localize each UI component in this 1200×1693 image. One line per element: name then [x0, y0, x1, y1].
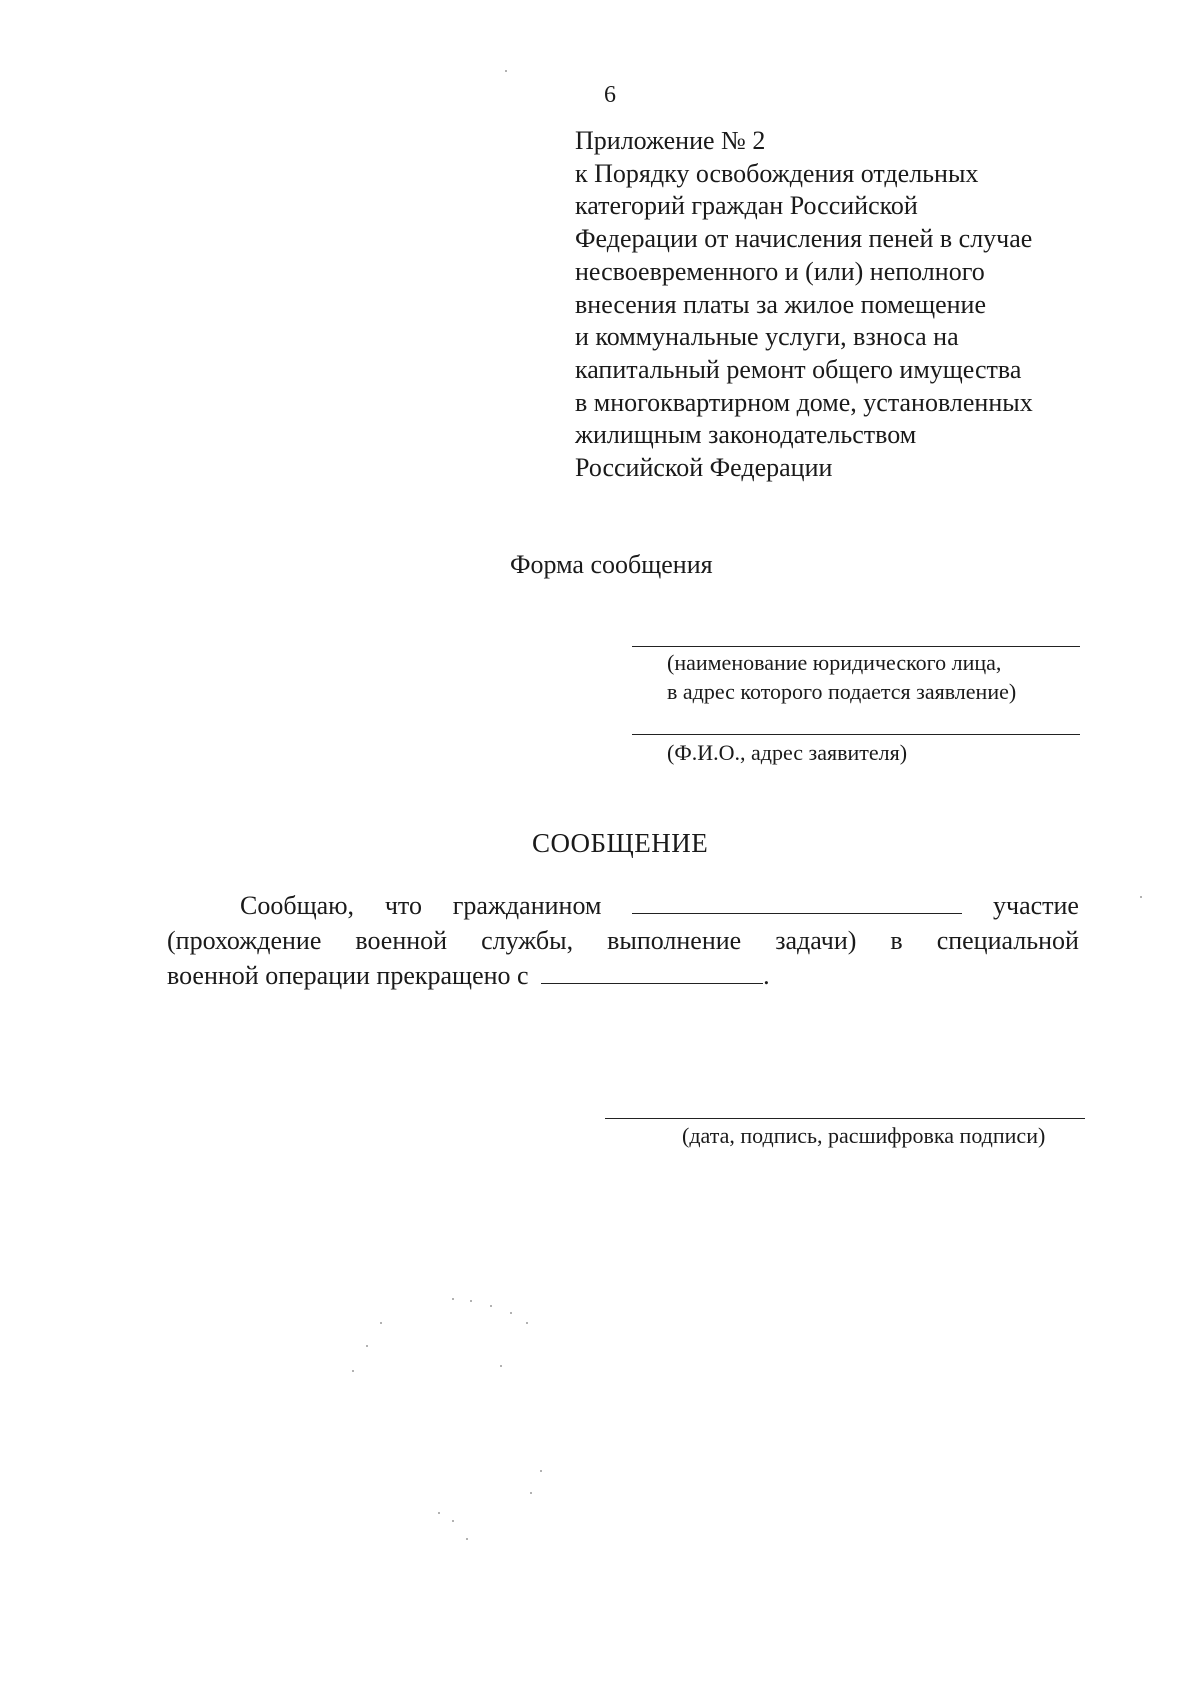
signature-blank-line — [605, 1118, 1085, 1119]
message-text: военной операции прекращено с — [167, 961, 529, 990]
recipient-caption-line2: в адрес которого подается заявление) — [667, 679, 1017, 704]
message-row-1 — [167, 888, 1079, 923]
message-period: . — [763, 961, 770, 990]
appendix-heading — [575, 125, 1095, 485]
message-word: специальной — [936, 926, 1079, 955]
applicant-caption: (Ф.И.О., адрес заявителя) — [667, 740, 908, 765]
message-word: (прохождение — [167, 926, 322, 955]
message-word: задачи) — [775, 926, 857, 955]
appendix-line: жилищным законодательством — [575, 420, 917, 450]
appendix-line: к Порядку освобождения отдельных — [575, 158, 979, 188]
appendix-line: и коммунальные услуги, взноса на — [575, 322, 959, 352]
message-word: службы, — [481, 926, 574, 955]
message-word: Сообщаю, — [240, 891, 355, 920]
applicant-blank-line — [632, 734, 1080, 735]
message-title: СООБЩЕНИЕ — [532, 828, 709, 858]
appendix-line: капитальный ремонт общего имущества — [575, 354, 1022, 384]
appendix-line: несвоевременного и (или) неполного — [575, 256, 985, 286]
appendix-line: Российской Федерации — [575, 453, 833, 483]
appendix-line: категорий граждан Российской — [575, 191, 918, 221]
form-title: Форма сообщения — [510, 550, 713, 579]
message-word: в — [890, 926, 903, 955]
message-word: выполнение — [607, 926, 742, 955]
page-number: 6 — [604, 82, 616, 108]
message-word: участие — [993, 891, 1079, 920]
appendix-line: Федерации от начисления пеней в случае — [575, 224, 1033, 254]
message-word: военной — [355, 926, 448, 955]
message-row-2 — [167, 923, 1079, 958]
appendix-line: Приложение № 2 — [575, 126, 766, 155]
message-body — [167, 888, 1079, 993]
recipient-caption-line1: (наименование юридического лица, — [667, 650, 1002, 675]
message-word: гражданином — [452, 891, 602, 920]
message-word: что — [384, 891, 422, 920]
signature-caption: (дата, подпись, расшифровка подписи) — [682, 1123, 1046, 1148]
recipient-blank-line — [632, 646, 1080, 647]
appendix-line: в многоквартирном доме, установленных — [575, 387, 1033, 417]
appendix-line: внесения платы за жилое помещение — [575, 289, 987, 319]
termination-date-blank — [541, 959, 763, 984]
citizen-name-blank — [632, 889, 962, 914]
message-row-3 — [167, 958, 1079, 993]
